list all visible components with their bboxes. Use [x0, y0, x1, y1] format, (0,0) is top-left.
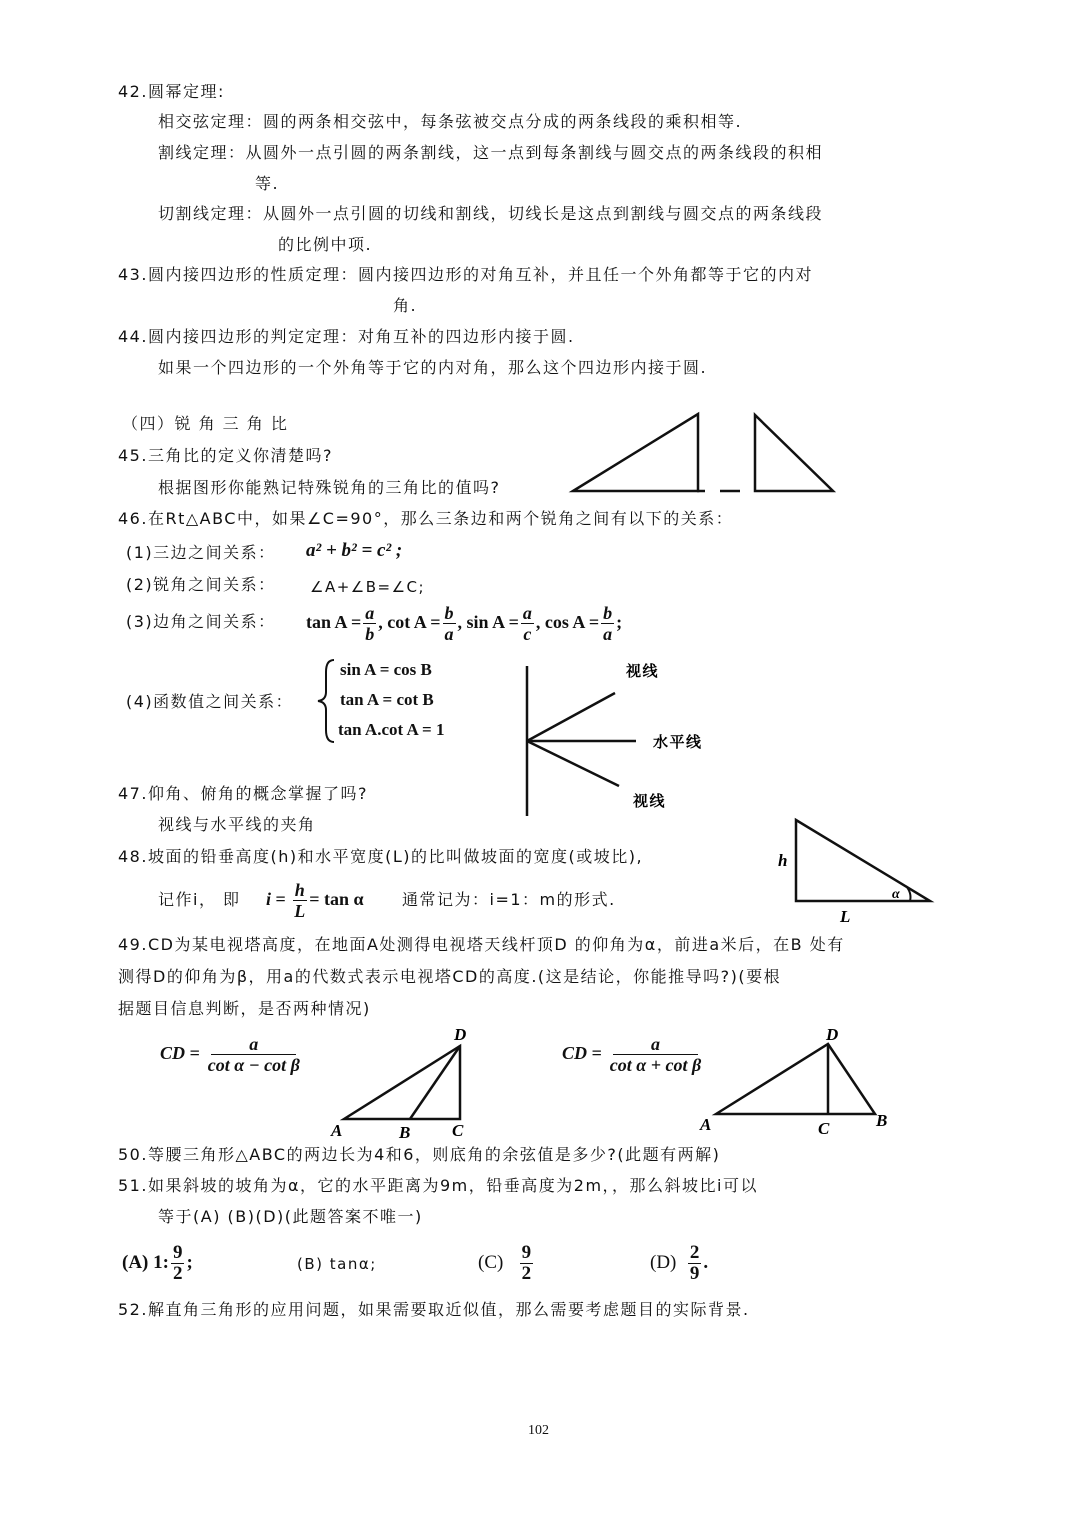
item1-formula: a² + b² = c² ; — [306, 540, 403, 561]
tower-triangle-2 — [716, 1044, 875, 1114]
item4-label: (4)函数值之间关系： — [126, 692, 294, 711]
item4-f2: tan A = cot B — [340, 690, 434, 709]
frac-den: 2 — [521, 1263, 532, 1285]
frac-num: 9 — [521, 1242, 532, 1264]
frac-den: a — [444, 624, 454, 645]
frac-den: 2 — [172, 1263, 183, 1285]
option-a-label: (A) 1: — [122, 1252, 169, 1273]
item2-label: (2)锐角之间关系： — [126, 575, 276, 594]
section-47-line1: 47.仰角、俯角的概念掌握了吗? — [118, 784, 368, 803]
section-45-line1: 45.三角比的定义你清楚吗? — [118, 446, 333, 465]
item1-label: (1)三边之间关系： — [126, 543, 276, 562]
frac-den: b — [365, 624, 375, 645]
item3-label: (3)边角之间关系： — [126, 612, 276, 631]
section-44-line1: 44.圆内接四边形的判定定理：对角互补的四边形内接于圆. — [118, 327, 575, 346]
frac-num: 2 — [689, 1242, 700, 1264]
section-50-line1: 50.等腰三角形△ABC的两边长为4和6，则底角的余弦值是多少?(此题有两解) — [118, 1145, 721, 1164]
section-51-line2: 等于(A) (B)(D)(此题答案不唯一) — [158, 1207, 423, 1226]
option-b: (B) tanα; — [297, 1255, 377, 1273]
section-48-usual-form: 通常记为：i=1：m的形式. — [402, 890, 616, 909]
tan-label: tan A = — [306, 612, 362, 632]
intersecting-chords-theorem: 相交弦定理：圆的两条相交弦中，每条弦被交点分成的两条线段的乘积相等. — [158, 112, 743, 131]
page-number: 102 — [528, 1423, 549, 1438]
section-52-line1: 52.解直角三角形的应用问题，如果需要取近似值，那么需要考虑题目的实际背景. — [118, 1300, 750, 1319]
cot-label: , cot A = — [378, 612, 441, 632]
frac-den: a — [603, 624, 613, 645]
frac-den: cot α + cot β — [609, 1055, 702, 1076]
label-alpha: α — [892, 887, 902, 902]
part-4-heading: （四）锐 角 三 角 比 — [122, 414, 289, 433]
section-42-title: 42.圆幂定理: — [118, 82, 225, 101]
cd-lhs: CD = — [160, 1043, 200, 1063]
section-43-line1: 43.圆内接四边形的性质定理：圆内接四边形的对角互补，并且任一个外角都等于它的内对 — [118, 265, 813, 284]
label-sight-lower: 视线 — [633, 792, 667, 810]
triangle-30-60-90-icon — [573, 414, 698, 491]
option-c-label: (C) — [478, 1252, 504, 1273]
fig2-label-D: D — [826, 1025, 840, 1044]
cd-lhs: CD = — [562, 1043, 602, 1063]
label-sight-upper: 视线 — [626, 662, 660, 680]
section-48-line1: 48.坡面的铅垂高度(h)和水平宽度(L)的比叫做坡面的宽度(或坡比), — [118, 847, 644, 866]
line-BD-1 — [410, 1046, 460, 1119]
option-d-label: (D) — [650, 1252, 677, 1273]
frac-den: cot α − cot β — [207, 1055, 300, 1076]
fig1-label-D: D — [454, 1025, 468, 1044]
item2-formula: ∠A+∠B=∠C; — [310, 578, 426, 596]
section-49-line3: 据题目信息判断，是否两种情况) — [118, 999, 371, 1018]
frac-den: L — [294, 901, 306, 922]
tower-triangle-1 — [344, 1046, 460, 1119]
section-47-line2: 视线与水平线的夹角 — [158, 815, 316, 834]
section-51-line1: 51.如果斜坡的坡角为α，它的水平距离为9m，铅垂高度为2m，，那么斜坡比i可以 — [118, 1176, 758, 1195]
option-d-end: . — [703, 1252, 709, 1273]
frac-num: a — [522, 603, 532, 624]
frac-num: b — [444, 603, 454, 624]
label-L: L — [840, 907, 852, 926]
tangent-secant-theorem-cont: 的比例中项. — [278, 235, 373, 254]
formula-end: ; — [616, 612, 623, 632]
secant-theorem: 割线定理：从圆外一点引圆的两条割线，这一点到每条割线与圆交点的两条线段的积相 — [158, 143, 824, 162]
lower-sight-line — [527, 741, 619, 786]
section-48-notation: 记作i， 即 — [158, 890, 241, 909]
frac-num: a — [365, 603, 375, 624]
section-49-line2: 测得D的仰角为β，用a的代数式表示电视塔CD的高度.(这是结论，你能推导吗?)(要根 — [118, 967, 782, 986]
fig2-label-A: A — [700, 1115, 713, 1134]
frac-num: b — [603, 603, 613, 624]
cos-label: , cos A = — [535, 612, 600, 632]
sin-label: , sin A = — [457, 612, 519, 632]
option-a-end: ; — [186, 1252, 193, 1273]
slope-formula: i = $\frac{h}{L}$ = tan α — [266, 880, 364, 922]
frac-num: 9 — [172, 1242, 183, 1264]
tan-alpha: = tan α — [309, 889, 364, 909]
fig1-label-C: C — [452, 1121, 465, 1140]
section-46-intro: 46.在Rt△ABC中，如果∠C=90°，那么三条边和两个锐角之间有以下的关系： — [118, 509, 734, 528]
frac-num: a — [613, 1034, 698, 1055]
item4-f3: tan A.cot A = 1 — [338, 720, 445, 739]
slope-i: i — [266, 889, 272, 909]
brace-icon — [318, 660, 334, 742]
section-44-line2: 如果一个四边形的一个外角等于它的内对角，那么这个四边形内接于圆. — [158, 358, 708, 377]
fig2-label-C: C — [818, 1119, 831, 1138]
secant-theorem-cont: 等. — [255, 174, 280, 193]
frac-den: c — [523, 624, 532, 645]
upper-sight-line — [527, 693, 615, 741]
section-49-line1: 49.CD为某电视塔高度，在地面A处测得电视塔天线杆顶D 的仰角为α，前进a米后，在B 处有 — [118, 935, 845, 954]
tangent-secant-theorem: 切割线定理：从圆外一点引圆的切线和割线，切线长是这点到割线与圆交点的两条线段 — [158, 204, 824, 223]
section-45-line2: 根据图形你能熟记特殊锐角的三角比的值吗? — [158, 478, 501, 497]
label-h: h — [778, 851, 789, 870]
fig1-label-B: B — [399, 1123, 412, 1142]
item4-f1: sin A = cos B — [340, 660, 432, 679]
label-horizontal: 水平线 — [653, 733, 703, 751]
fig1-label-A: A — [331, 1121, 344, 1140]
triangle-45-45-90-icon — [755, 415, 833, 491]
slope-triangle — [796, 820, 930, 901]
fig2-label-B: B — [876, 1111, 889, 1130]
frac-num: h — [294, 880, 305, 901]
frac-num: a — [211, 1034, 296, 1055]
frac-den: 9 — [689, 1263, 700, 1285]
section-43-line2: 角. — [393, 296, 418, 315]
